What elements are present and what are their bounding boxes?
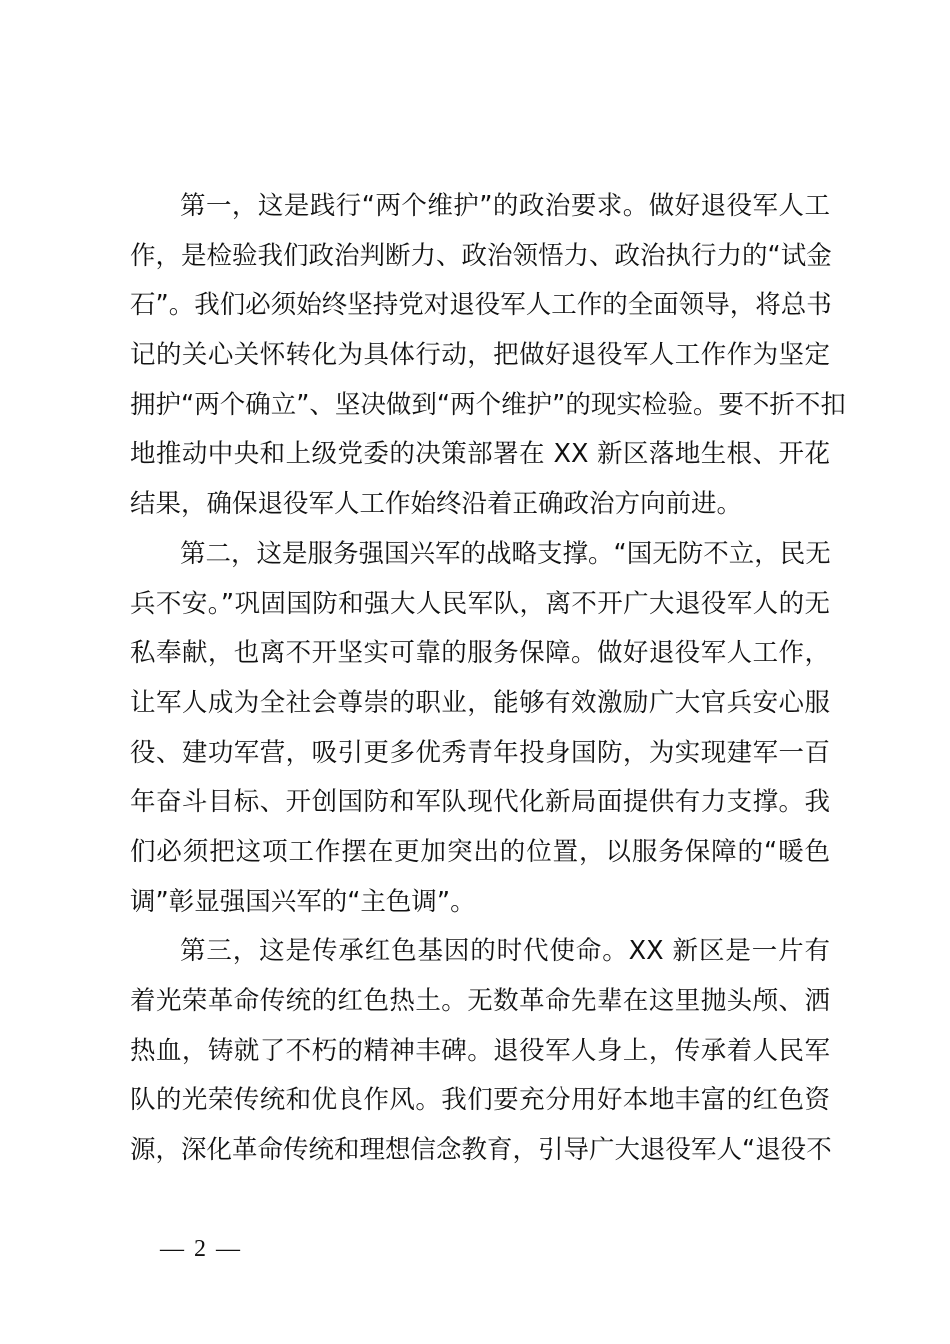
text-line: 第二，这是服务强国兴军的战略支撑。“国无防不立，民无 <box>180 538 831 569</box>
text-line: 作，是检验我们政治判断力、政治领悟力、政治执行力的“试金 <box>130 240 832 271</box>
document-body <box>130 182 846 1176</box>
text-line: 让军人成为全社会尊崇的职业，能够有效激励广大官兵安心服 <box>130 687 830 718</box>
text-line: 着光荣革命传统的红色热土。无数革命先辈在这里抛头颅、洒 <box>130 986 830 1016</box>
text-line: 记的关心关怀转化为具体行动，把做好退役军人工作作为坚定 <box>130 340 830 371</box>
text-line: 第一，这是践行“两个维护”的政治要求。做好退役军人工 <box>180 191 830 221</box>
text-line: 结果，确保退役军人工作始终沿着正确政治方向前进。 <box>130 489 743 520</box>
text-line: 石”。我们必须始终坚持党对退役军人工作的全面领导，将总书 <box>130 290 832 321</box>
text-line: 私奉献，也离不开坚实可靠的服务保障。做好退役军人工作， <box>130 638 830 669</box>
text-line: 地推动中央和上级党委的决策部署在 XX 新区落地生根、开花 <box>130 439 830 470</box>
paragraph-3 <box>130 927 830 1175</box>
text-line: 源，深化革命传统和理想信念教育，引导广大退役军人“退役不 <box>130 1135 832 1166</box>
text-line: 年奋斗目标、开创国防和军队现代化新局面提供有力支撑。我 <box>130 787 830 818</box>
text-line: 调”彰显强国兴军的“主色调”。 <box>130 886 476 917</box>
text-line: 热血，铸就了不朽的精神丰碑。退役军人身上，传承着人民军 <box>130 1035 830 1066</box>
text-line: 第三，这是传承红色基因的时代使命。XX 新区是一片有 <box>180 936 830 967</box>
text-line: 队的光荣传统和优良作风。我们要充分用好本地丰富的红色资 <box>130 1085 830 1116</box>
text-line: 兵不安。”巩固国防和强大人民军队，离不开广大退役军人的无 <box>130 588 830 619</box>
page-number: — 2 — <box>160 1236 242 1262</box>
text-line: 役、建功军营，吸引更多优秀青年投身国防，为实现建军一百 <box>130 737 830 768</box>
text-line: 们必须把这项工作摆在更加突出的位置，以服务保障的“暖色 <box>130 836 830 867</box>
paragraph-1 <box>130 182 846 530</box>
text-line: 拥护“两个确立”、坚决做到“两个维护”的现实检验。要不折不扣 <box>130 389 846 420</box>
paragraph-2 <box>130 530 830 928</box>
